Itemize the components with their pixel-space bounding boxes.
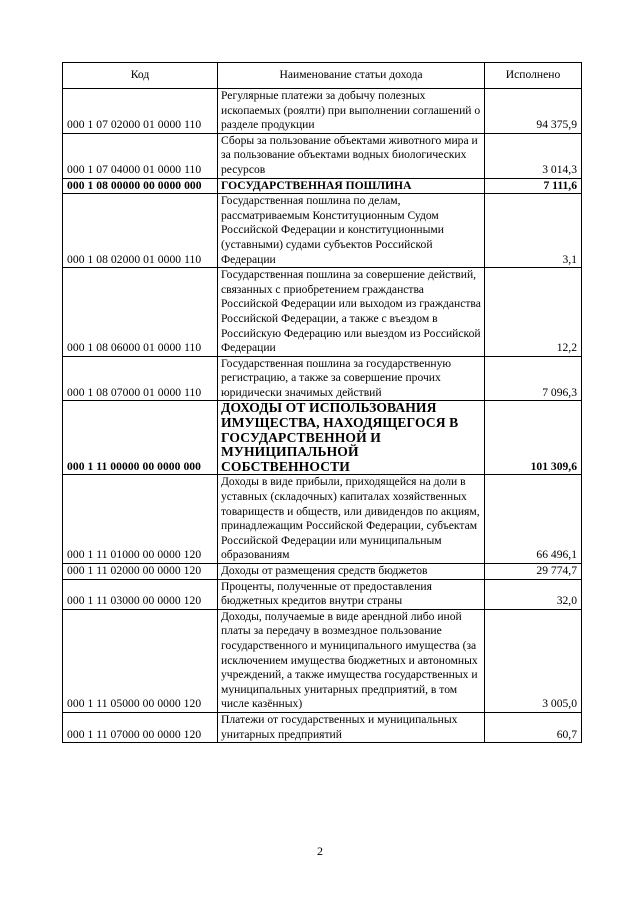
- row-value: 3 014,3: [485, 133, 582, 178]
- row-value: 12,2: [485, 268, 582, 357]
- row-value: 94 375,9: [485, 89, 582, 134]
- row-value: 3 005,0: [485, 609, 582, 712]
- row-code: 000 1 11 03000 00 0000 120: [63, 579, 218, 609]
- row-code: 000 1 07 02000 01 0000 110: [63, 89, 218, 134]
- row-code: 000 1 07 04000 01 0000 110: [63, 133, 218, 178]
- table-header-row: [63, 63, 582, 89]
- row-code: 000 1 08 06000 01 0000 110: [63, 268, 218, 357]
- revenue-table: [62, 62, 582, 743]
- row-code: 000 1 08 00000 00 0000 000: [63, 178, 218, 194]
- row-code: 000 1 11 05000 00 0000 120: [63, 609, 218, 712]
- row-name: Государственная пошлина за государственную регистрацию, а также за совершение прочих юридически значимых действий: [218, 356, 485, 401]
- header-name: Наименование статьи дохода: [218, 63, 485, 89]
- row-value: 66 496,1: [485, 475, 582, 564]
- table-row: [63, 712, 582, 742]
- row-name: ДОХОДЫ ОТ ИСПОЛЬЗОВАНИЯ ИМУЩЕСТВА, НАХОДЯЩЕГОСЯ В ГОСУДАРСТВЕННОЙ И МУНИЦИПАЛЬНОЙ СОБСТВЕННОСТИ: [218, 401, 485, 475]
- row-code: 000 1 08 07000 01 0000 110: [63, 356, 218, 401]
- row-name: Доходы, получаемые в виде арендной либо иной платы за передачу в возмездное пользование государственного и муниципального имущества (за исключением имущества бюджетных и автономных учреждений, а также имущества государственных и муниципальных унитарных предприятий, в том числе казённых): [218, 609, 485, 712]
- row-name: Государственная пошлина по делам, рассматриваемым Конституционным Судом Российской Федерации и конституционными (уставными) судами субъектов Российской Федерации: [218, 194, 485, 268]
- row-code: 000 1 11 02000 00 0000 120: [63, 564, 218, 580]
- row-name: ГОСУДАРСТВЕННАЯ ПОШЛИНА: [218, 178, 485, 194]
- table-row: [63, 178, 582, 194]
- table-row: [63, 579, 582, 609]
- row-value: 7 111,6: [485, 178, 582, 194]
- row-name: Государственная пошлина за совершение действий, связанных с приобретением гражданства Российской Федерации или выходом из гражданства Российской Федерации, а также с въездом в Российскую Федерацию или выездом из Российской Федерации: [218, 268, 485, 357]
- row-name: Платежи от государственных и муниципальных унитарных предприятий: [218, 712, 485, 742]
- table-row: [63, 475, 582, 564]
- table-row: [63, 89, 582, 134]
- row-code: 000 1 08 02000 01 0000 110: [63, 194, 218, 268]
- page-number: 2: [317, 844, 323, 858]
- row-value: 29 774,7: [485, 564, 582, 580]
- table-row: [63, 401, 582, 475]
- table-row: [63, 194, 582, 268]
- header-code: Код: [63, 63, 218, 89]
- row-name: Сборы за пользование объектами животного мира и за пользование объектами водных биологических ресурсов: [218, 133, 485, 178]
- header-value: Исполнено: [485, 63, 582, 89]
- table-row: [63, 133, 582, 178]
- row-value: 3,1: [485, 194, 582, 268]
- table-row: [63, 609, 582, 712]
- row-name: Регулярные платежи за добычу полезных ископаемых (роялти) при выполнении соглашений о разделе продукции: [218, 89, 485, 134]
- row-value: 7 096,3: [485, 356, 582, 401]
- row-name: Доходы от размещения средств бюджетов: [218, 564, 485, 580]
- row-code: 000 1 11 01000 00 0000 120: [63, 475, 218, 564]
- row-value: 32,0: [485, 579, 582, 609]
- row-name: Доходы в виде прибыли, приходящейся на доли в уставных (складочных) капиталах хозяйственных товариществ и обществ, или дивидендов по акциям, принадлежащим Российской Федерации, субъектам Российской Федерации или муниципальным образованиям: [218, 475, 485, 564]
- table-row: [63, 564, 582, 580]
- row-code: 000 1 11 07000 00 0000 120: [63, 712, 218, 742]
- table-body: [63, 89, 582, 743]
- row-value: 101 309,6: [485, 401, 582, 475]
- row-value: 60,7: [485, 712, 582, 742]
- table-row: [63, 356, 582, 401]
- table-row: [63, 268, 582, 357]
- row-name: Проценты, полученные от предоставления бюджетных кредитов внутри страны: [218, 579, 485, 609]
- row-code: 000 1 11 00000 00 0000 000: [63, 401, 218, 475]
